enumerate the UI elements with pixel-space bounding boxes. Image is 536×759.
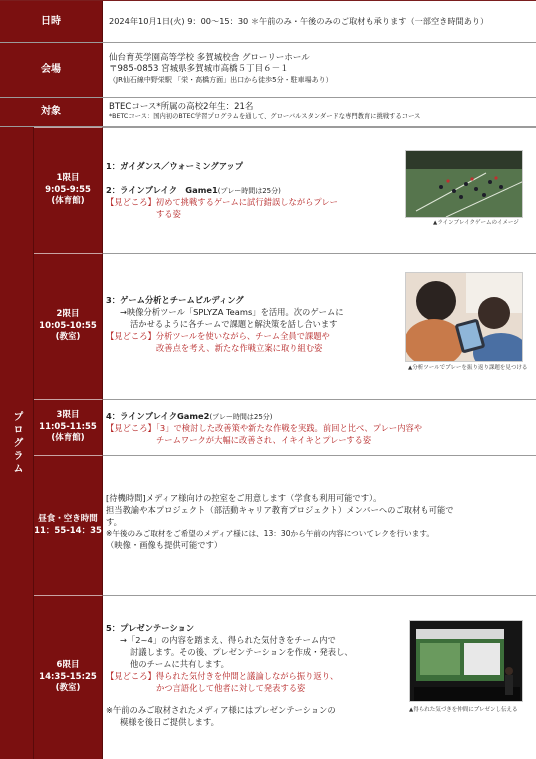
- lunch-media-note: （映像・画像も提供可能です）: [106, 540, 223, 551]
- period6-label: [34, 595, 103, 759]
- period1-cell: [103, 127, 536, 253]
- period3-time: 11:05-11:55: [39, 421, 97, 432]
- program-label: [0, 127, 34, 759]
- period6-note-cont: 模様を後日ご提供します。: [120, 717, 219, 728]
- period2-place: (教室): [55, 332, 81, 343]
- period2-desc2: 活かせるように各チームで課題と解決策を話し合います: [130, 319, 338, 330]
- period2-photo: [405, 272, 523, 362]
- period1-step1: 1：ガイダンス／ウォーミングアップ: [106, 161, 244, 171]
- period6-desc3: 他のチームに共有します。: [130, 659, 229, 670]
- lunch-time: 11：55-14：35: [34, 525, 102, 536]
- target-cell: [103, 98, 536, 126]
- period2-caption: ▲分析ツールでプレーを振り返り課題を見つける: [408, 365, 528, 371]
- analysis-tool-photo: [406, 273, 523, 362]
- period6-step5: 5：プレゼンテーション: [106, 623, 195, 633]
- period2-highlight-cont: 改善点を考え、新たな作戦立案に取り組む姿: [156, 343, 323, 354]
- venue-row: [0, 43, 536, 98]
- period6-time: 14:35-15:25: [39, 671, 97, 682]
- period2-cell: [103, 253, 536, 399]
- date-row: [0, 1, 536, 43]
- period3-cell: [103, 399, 536, 455]
- period1-step2-note: (プレー時間は25分): [217, 187, 281, 196]
- target-label: 対象: [0, 98, 103, 126]
- period6-desc1: →「2~4」の内容を踏まえ、得られた気付きをチーム内で: [120, 635, 336, 646]
- period6-place: (教室): [55, 683, 81, 694]
- period3-step4-note: (プレー時間は25分): [209, 413, 273, 421]
- lunch-name: 昼食・空き時間: [38, 513, 98, 524]
- lunch-label: [34, 455, 103, 595]
- period6-photo: [409, 620, 523, 702]
- period6-highlight: 【見どころ】得られた気付きを仲間と議論しながら振り返り、: [106, 671, 339, 682]
- period1-label: [34, 127, 103, 253]
- target-students: BTECコース*所属の高校2年生：21名: [109, 102, 254, 112]
- lunch-interview: 担当教諭や本プロジェクト（部活動キャリア教育プロジェクト）メンバーへのご取材も可能で: [106, 505, 454, 516]
- target-note: *BETCコース：国内初のBTEC学習プログラムを通して、グローバルスタンダードな専門教育に挑戦するコース: [109, 113, 421, 121]
- period6-note: ※午前のみご取材されたメディア様にはプレゼンテーションの: [106, 705, 336, 716]
- date-text: 2024年10月1日(火) 9：00～15：30 ＊午前のみ・午後のみのご取材も承ります（一部空き時間あり）: [109, 15, 489, 26]
- period2-step3: 3：ゲーム分析とチームビルディング: [106, 295, 244, 305]
- period2-desc1: →映像分析ツール「SPLYZA Teams」を活用。次のゲームに: [120, 307, 344, 318]
- period3-place: (体育館): [51, 433, 85, 444]
- date-cell: [103, 1, 536, 42]
- lunch-afternoon-note: ※午後のみご取材をご希望のメディア様には、13：30から午前の内容についてレクを行います。: [106, 529, 434, 539]
- period2-time: 10:05-10:55: [39, 320, 97, 331]
- line-break-game-photo: [406, 151, 523, 218]
- period3-label: [34, 399, 103, 455]
- period3-highlight-cont: チームワークが大幅に改善され、イキイキとプレーする姿: [156, 435, 372, 446]
- venue-address: 〒985-0853 宮城県多賀城市高橋５丁目６－１: [109, 64, 289, 75]
- period1-step2: 2：ラインブレイク Game1: [106, 185, 218, 196]
- period1-caption: ▲ラインブレイクゲームのイメージ: [433, 220, 519, 226]
- period6-highlight-cont: かつ言語化して他者に対して発表する姿: [156, 683, 306, 694]
- period3-name: 3限目: [56, 409, 80, 420]
- lunch-waiting: [待機時間]メディア様向けの控室をご用意します（学食も利用可能です）。: [106, 493, 382, 503]
- venue-access: （JR仙石線中野栄駅 「栄・高橋方面」出口から徒歩5分・駐車場あり）: [109, 75, 333, 84]
- lunch-interview-cont: す。: [106, 517, 122, 528]
- period1-place: (体育館): [51, 196, 85, 207]
- period1-highlight: 【見どころ】初めて挑戦するゲームに試行錯誤しながらプレー: [106, 197, 338, 208]
- target-row: [0, 98, 536, 127]
- period3-highlight: 【見どころ】「3」で検討した改善策や新たな作戦を実践。前回と比べ、プレー内容や: [106, 423, 423, 434]
- program-label-text: プログラム: [11, 410, 22, 476]
- period1-name: 1限目: [56, 172, 80, 183]
- period1-photo: [405, 150, 523, 218]
- period1-highlight-cont: する姿: [156, 209, 181, 220]
- period3-step4: 4：ラインブレイクGame2: [106, 411, 210, 421]
- period6-caption: ▲得られた気づきを仲間にプレゼンし伝える: [409, 707, 518, 713]
- period6-name: 6限目: [56, 659, 80, 670]
- period2-highlight: 【見どころ】分析ツールを使いながら、チーム全員で課題や: [106, 331, 330, 342]
- period2-label: [34, 253, 103, 399]
- date-label: 日時: [0, 1, 103, 42]
- period6-desc2: 討議します。その後、プレゼンテーションを作成・発表し、: [130, 647, 353, 658]
- venue-label: 会場: [0, 43, 103, 97]
- period2-name: 2限目: [56, 308, 80, 319]
- venue-cell: [103, 43, 536, 97]
- venue-name: 仙台育英学園高等学校 多賀城校舎 グローリーホール: [109, 53, 310, 63]
- lunch-cell: [103, 455, 536, 595]
- presentation-photo: [410, 621, 523, 702]
- period1-time: 9:05-9:55: [45, 184, 91, 195]
- period6-cell: [103, 595, 536, 759]
